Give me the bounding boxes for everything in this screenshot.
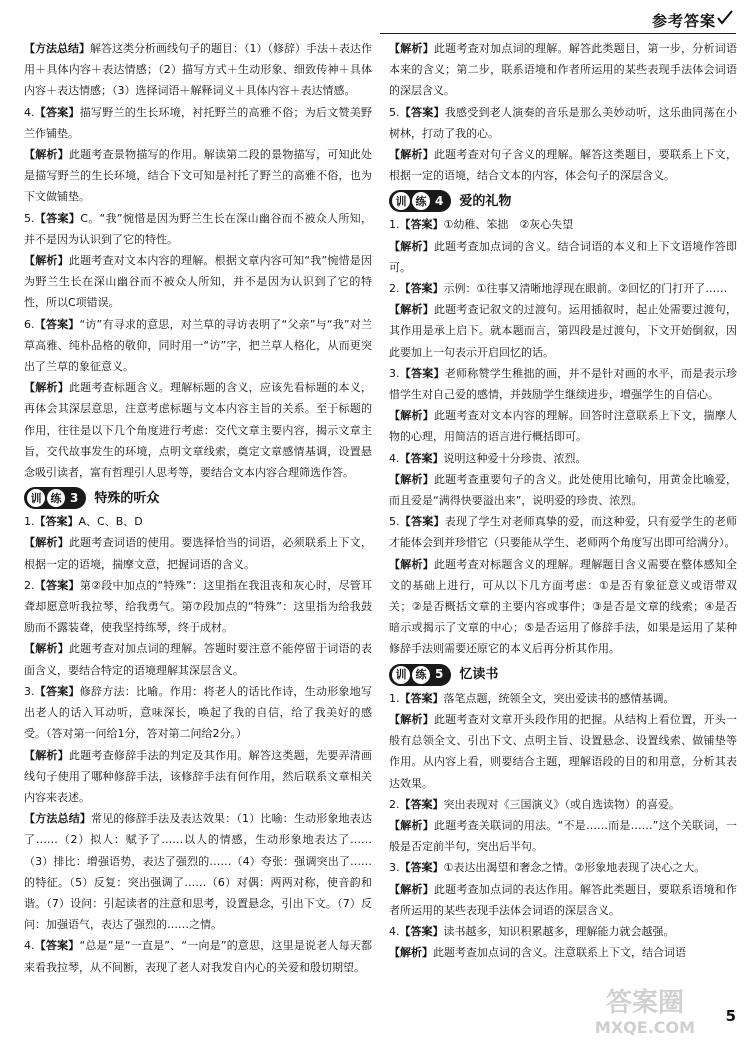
answer-tag: 【解析】 [389, 557, 434, 571]
answer-paragraph: 1.【答案】A、C、B、D [24, 515, 143, 529]
answer-tag: 【答案】 [399, 366, 445, 380]
answer-paragraph: 2.【答案】示例：①往事又清晰地浮现在眼前。②回忆的门打开了…… [389, 282, 728, 296]
answer-paragraph: 【解析】此题考查加点词的表达作用。解答此类题目，要联系语境和作者所运用的某些表现手法体会词语的深层含义。 [389, 882, 738, 917]
answer-tag: 【答案】 [399, 691, 444, 705]
answer-tag: 【解析】 [24, 642, 69, 656]
answer-paragraph: 4.【答案】描写野兰的生长环境，衬托野兰的高雅不俗；为后文赞美野兰作铺垫。 [24, 105, 372, 140]
answer-paragraph: 【解析】此题考查景物描写的作用。解读第二段的景物描写，可知此处是描写野兰的生长环境，结合下文可知是衬托了野兰的高雅不俗，也为下文做铺垫。 [24, 148, 373, 204]
answer-tag: 【方法总结】 [24, 42, 90, 55]
answer-tag: 【解析】 [389, 818, 434, 832]
answer-paragraph: 3.【答案】老师称赞学生稚拙的画，并不是针对画的水平，而是表示珍惜学生对自己爱的感情，并鼓励学生继续进步，增强学生的自信心。 [389, 366, 737, 402]
answer-paragraph: 1.【答案】①幼稚、笨拙 ②灰心失望 [389, 218, 574, 232]
answer-tag: 【解析】 [24, 536, 69, 550]
answer-paragraph: 3.【答案】①表达出渴望和奢念之情。②形象地表现了决心之大。 [389, 861, 706, 875]
answer-tag: 【解析】 [389, 303, 434, 317]
answer-tag: 【答案】 [399, 451, 444, 465]
answer-paragraph: 4.【答案】“总是”是“一直是”、“一向是”的意思，这里是说老人每天都来看我拉琴，从不间断，表现了老人对我发自内心的关爱和殷切期望。 [24, 939, 373, 974]
page-number: 5 [725, 1007, 736, 1025]
section-title: 特殊的听众 [94, 490, 160, 506]
watermark-logo [570, 981, 720, 1041]
answer-tag: 【答案】 [34, 939, 80, 953]
header-divider [380, 33, 736, 34]
badge-char: 训 [27, 489, 45, 507]
section-number: 3 [70, 490, 79, 505]
answer-tag: 【解析】 [24, 748, 69, 762]
badge-char: 练 [412, 666, 430, 684]
section-heading [389, 188, 737, 214]
section-number: 5 [435, 667, 444, 682]
answer-tag: 【答案】 [34, 578, 80, 592]
answer-paragraph: 【解析】此题考查对文本内容的理解。回答时注意联系上下文，揣摩人物的心理，用简洁的语言进行概括即可。 [389, 409, 738, 444]
section-title: 忆读书 [459, 667, 499, 683]
answer-tag: 【解析】 [389, 472, 434, 486]
answer-paragraph: 【解析】此题考查加点词的含义。结合词语的本义和上下文语境作答即可。 [389, 239, 738, 274]
answer-paragraph: 1.【答案】落笔点题，统领全文，突出爱读书的感情基调。 [389, 691, 675, 705]
answer-tag: 【解析】 [24, 254, 69, 268]
answer-paragraph: 【解析】此题考查对文本内容的理解。根据文章内容可知“我”惋惜是因为野兰生长在深山幽谷而不被众人所知，并不是因为认识到了它的特性，所以C项错误。 [24, 254, 372, 310]
answer-paragraph: 【解析】此题考查修辞手法的判定及其作用。解答这类题，先要弄清画线句子使用了哪种修辞手法，该修辞手法有何作用，然后联系文章相关内容来表述。 [24, 748, 373, 804]
answer-tag: 【答案】 [399, 105, 445, 119]
answer-paragraph: 5.【答案】表现了学生对老师真挚的爱，而这种爱，只有爱学生的老师才能体会到并珍惜它（只要能从学生、老师两个角度写出即可给满分）。 [389, 515, 737, 550]
answer-paragraph: 【解析】此题考查关联词的用法。“不是……而是……”这个关联词，一般是否定前半句，突出后半句。 [389, 818, 738, 854]
answer-tag: 【答案】 [34, 684, 80, 698]
answer-tag: 【解析】 [389, 239, 434, 253]
section-number: 4 [435, 193, 444, 208]
section-badge [389, 190, 451, 212]
badge-char: 训 [392, 666, 410, 684]
section-heading [24, 485, 372, 511]
answer-tag: 【解析】 [389, 882, 434, 896]
answer-paragraph: 【解析】此题考查重要句子的含义。此处使用比喻句，用黄金比喻爱，而且爱是“满得快要溢出来”，说明爱的珍贵、浓烈。 [389, 472, 738, 508]
answer-tag: 【答案】 [399, 282, 444, 296]
section-badge [24, 487, 86, 509]
answer-paragraph: 4.【答案】说明这种爱十分珍贵、浓烈。 [389, 451, 587, 465]
answer-tag: 【方法总结】 [24, 812, 92, 826]
answer-tag: 【答案】 [399, 861, 444, 875]
answer-tag: 【答案】 [34, 515, 79, 529]
answer-paragraph: 【方法总结】解答这类分析画线句子的题目：（1）（修辞）手法＋表达作用＋具体内容＋表达情感；（2）描写方式＋生动形象、细致传神＋具体内容＋表达情感；（3）选择词语＋解释词义＋具体内容＋表达情感。 [24, 42, 372, 98]
watermark-line2: MXQE.COM [594, 1018, 696, 1037]
section-badge [389, 664, 451, 686]
badge-char: 训 [392, 192, 410, 210]
answer-paragraph: 【解析】此题考查标题含义。理解标题的含义，应该先看标题的本义，再体会其深层意思，注意考虑标题与文本内容主旨的关系。至于标题的作用，往往是以下几个角度进行考虑：交代文章主要内容，揭示文章主旨，交代故事发生的环境，点明文章线索，奠定文章感情基调，设置悬念吸引读者，富有哲理引人思考等，要结合文本内容合理筛选作答。 [24, 381, 373, 480]
right-column [389, 38, 737, 963]
header-title: 参考答案 [651, 12, 716, 30]
answer-tag: 【答案】 [399, 797, 444, 811]
answer-tag: 【解析】 [24, 381, 69, 395]
answer-paragraph: 【解析】此题考查对文章开头段作用的把握。从结构上看位置，开头一般有总领全文、引出下文、点明主旨、设置悬念、设置线索、做铺垫等作用。从内容上看，则要结合主题，理解语段的目的和用意，分析其表达效果。 [389, 712, 738, 790]
answer-tag: 【答案】 [34, 105, 80, 119]
answer-paragraph: 4.【答案】读书越多，知识积累越多，理解能力就会越强。 [389, 924, 675, 938]
answer-paragraph: 【解析】此题考查对加点词的理解。答题时要注意不能停留于词语的表面含义，要结合特定的语境理解其深层含义。 [24, 642, 373, 677]
answer-tag: 【解析】 [389, 712, 434, 726]
answer-tag: 【解析】 [24, 148, 69, 162]
answer-tag: 【答案】 [399, 218, 444, 232]
answer-paragraph: 2.【答案】突出表现对《三国演义》（或自选读物）的喜爱。 [389, 797, 680, 811]
answer-paragraph: 【方法总结】常见的修辞手法及表达效果：（1）比喻：生动形象地表达了……（2）拟人：赋予了……以人的情感，生动形象地表达了……（3）排比：增强语势，表达了强烈的……（4）夸张：强调突出了……的特征。（5）反复：突出强调了……（6）对偶：两两对称，使音韵和谐。（7）设问：引起读者的注意和思考，设置悬念，引出下文。（7）反问：加强语气，表达了强烈的……之情。 [24, 812, 373, 932]
answer-paragraph: 【解析】此题考查对加点词的理解。解答此类题目，第一步，分析词语本来的含义；第二步，联系语境和作者所运用的某些表现手法体会词语的深层含义。 [389, 42, 738, 98]
answer-tag: 【解析】 [389, 946, 433, 960]
answer-tag: 【答案】 [399, 924, 444, 938]
answer-paragraph: 5.【答案】C。“我”惋惜是因为野兰生长在深山幽谷而不被众人所知，并不是因为认识到了它的特性。 [24, 211, 373, 246]
watermark-line1: 答案圈 [605, 988, 685, 1018]
answer-paragraph: 【解析】此题考查对句子含义的理解。解答这类题目，要联系上下文，根据一定的语境，结合文本的内容，体会句子的深层含义。 [389, 148, 738, 183]
answer-paragraph: 2.【答案】第②段中加点的“特殊”：这里指在我沮丧和灰心时，尽管耳聋却愿意听我拉琴，给我勇气。第⑦段加点的“特殊”：这里指为给我鼓励而不露装聋，使我坚持练琴，终于成材。 [24, 578, 372, 635]
check-mark-icon [716, 8, 734, 26]
answer-paragraph: 【解析】此题考查加点词的含义。注意联系上下文，结合词语 [389, 946, 686, 960]
section-heading [389, 662, 737, 688]
answer-tag: 【答案】 [399, 515, 445, 529]
answer-paragraph: 5.【答案】我感受到老人演奏的音乐是那么美妙动听，这乐曲同荡在小树林，打动了我的心。 [389, 105, 737, 140]
answer-paragraph: 【解析】此题考查词语的使用。要选择恰当的词语，必须联系上下文，根据一定的语境，揣摩文意，把握词语的含义。 [24, 536, 373, 571]
page-header [0, 0, 750, 36]
answer-tag: 【解析】 [389, 148, 434, 162]
answer-paragraph: 6.【答案】“访”有寻求的意思，对兰草的寻访表明了“父亲”与“我”对兰草高雅、纯朴品格的敬仰，同时用一“访”字，把兰草人格化，从而更突出了兰草的象征意义。 [24, 317, 373, 374]
answer-tag: 【解析】 [389, 409, 434, 423]
answer-tag: 【答案】 [34, 317, 80, 331]
section-title: 爱的礼物 [459, 193, 512, 209]
answer-paragraph: 3.【答案】修辞方法：比喻。作用：将老人的话比作诗，生动形象地写出老人的话入耳动听，意味深长，唤起了我的自信，给了我美好的感受。（答对第一问给1分，答对第二问给2分。） [24, 684, 372, 741]
answer-paragraph: 【解析】此题考查记叙文的过渡句。运用插叙时，起止处需要过渡句，其作用是承上启下。就本题而言，第四段是过渡句，下文开始倒叙，因此要加上一句表示开启回忆的话。 [389, 303, 738, 359]
badge-char: 练 [47, 489, 65, 507]
answer-paragraph: 【解析】此题考查对标题含义的理解。理解题目含义需要在整体感知全文的基础上进行，可从以下几方面考虑：①是否有象征意义或语带双关；②是否概括文章的主要内容或事件；③是否是文章的线索；④是否暗示或揭示了文章的中心；⑤是否运用了修辞手法，如果是运用了某种修辞手法则需要还原它的本义后再分析其作用。 [389, 557, 738, 656]
answer-tag: 【解析】 [389, 42, 434, 55]
answer-tag: 【答案】 [34, 211, 81, 225]
left-column [24, 38, 372, 978]
badge-char: 练 [412, 192, 430, 210]
